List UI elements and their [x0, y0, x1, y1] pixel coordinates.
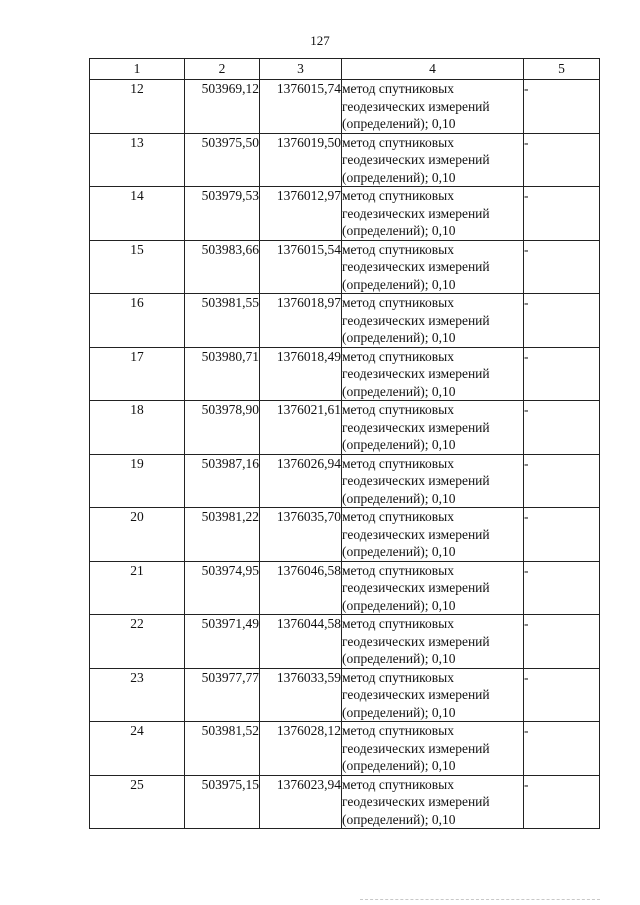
- method-cell: метод спутниковых геодезических измерений (определений); 0,10: [342, 240, 524, 294]
- x-coordinate-cell: 503975,50: [185, 133, 260, 187]
- method-cell: метод спутниковых геодезических измерений (определений); 0,10: [342, 133, 524, 187]
- scan-footer-artifact: [360, 899, 600, 903]
- x-coordinate-cell: 503981,52: [185, 722, 260, 776]
- method-cell: метод спутниковых геодезических измерений (определений); 0,10: [342, 668, 524, 722]
- table-body: [90, 80, 600, 829]
- note-cell: -: [524, 347, 600, 401]
- point-number-cell: 22: [90, 615, 185, 669]
- y-coordinate-cell: 1376012,97: [260, 187, 342, 241]
- header-col-3: 3: [260, 59, 342, 80]
- y-coordinate-cell: 1376018,49: [260, 347, 342, 401]
- y-coordinate-cell: 1376028,12: [260, 722, 342, 776]
- point-number-cell: 21: [90, 561, 185, 615]
- method-cell: метод спутниковых геодезических измерений (определений); 0,10: [342, 615, 524, 669]
- method-cell: метод спутниковых геодезических измерений (определений); 0,10: [342, 722, 524, 776]
- note-cell: -: [524, 454, 600, 508]
- note-cell: -: [524, 80, 600, 134]
- y-coordinate-cell: 1376023,94: [260, 775, 342, 829]
- table-header-row: [90, 59, 600, 80]
- y-coordinate-cell: 1376044,58: [260, 615, 342, 669]
- header-col-1: 1: [90, 59, 185, 80]
- header-col-5: 5: [524, 59, 600, 80]
- method-cell: метод спутниковых геодезических измерений (определений); 0,10: [342, 347, 524, 401]
- table-row: [90, 187, 600, 241]
- method-cell: метод спутниковых геодезических измерений (определений); 0,10: [342, 401, 524, 455]
- x-coordinate-cell: 503978,90: [185, 401, 260, 455]
- x-coordinate-cell: 503977,77: [185, 668, 260, 722]
- note-cell: -: [524, 294, 600, 348]
- table-row: [90, 668, 600, 722]
- y-coordinate-cell: 1376033,59: [260, 668, 342, 722]
- note-cell: -: [524, 561, 600, 615]
- point-number-cell: 19: [90, 454, 185, 508]
- point-number-cell: 20: [90, 508, 185, 562]
- header-col-4: 4: [342, 59, 524, 80]
- method-cell: метод спутниковых геодезических измерений (определений); 0,10: [342, 187, 524, 241]
- y-coordinate-cell: 1376026,94: [260, 454, 342, 508]
- note-cell: -: [524, 775, 600, 829]
- header-col-2: 2: [185, 59, 260, 80]
- note-cell: -: [524, 508, 600, 562]
- point-number-cell: 24: [90, 722, 185, 776]
- y-coordinate-cell: 1376018,97: [260, 294, 342, 348]
- x-coordinate-cell: 503987,16: [185, 454, 260, 508]
- y-coordinate-cell: 1376035,70: [260, 508, 342, 562]
- x-coordinate-cell: 503979,53: [185, 187, 260, 241]
- table-row: [90, 775, 600, 829]
- note-cell: -: [524, 668, 600, 722]
- table-row: [90, 80, 600, 134]
- y-coordinate-cell: 1376021,61: [260, 401, 342, 455]
- y-coordinate-cell: 1376015,74: [260, 80, 342, 134]
- point-number-cell: 18: [90, 401, 185, 455]
- table-row: [90, 615, 600, 669]
- x-coordinate-cell: 503971,49: [185, 615, 260, 669]
- note-cell: -: [524, 240, 600, 294]
- table-row: [90, 347, 600, 401]
- point-number-cell: 15: [90, 240, 185, 294]
- point-number-cell: 25: [90, 775, 185, 829]
- y-coordinate-cell: 1376015,54: [260, 240, 342, 294]
- table-row: [90, 401, 600, 455]
- x-coordinate-cell: 503981,55: [185, 294, 260, 348]
- method-cell: метод спутниковых геодезических измерений (определений); 0,10: [342, 80, 524, 134]
- x-coordinate-cell: 503969,12: [185, 80, 260, 134]
- point-number-cell: 14: [90, 187, 185, 241]
- point-number-cell: 17: [90, 347, 185, 401]
- coordinates-table: [89, 58, 600, 829]
- y-coordinate-cell: 1376019,50: [260, 133, 342, 187]
- point-number-cell: 13: [90, 133, 185, 187]
- method-cell: метод спутниковых геодезических измерений (определений); 0,10: [342, 561, 524, 615]
- table-row: [90, 294, 600, 348]
- x-coordinate-cell: 503975,15: [185, 775, 260, 829]
- page-number: 127: [310, 33, 330, 48]
- note-cell: -: [524, 722, 600, 776]
- point-number-cell: 12: [90, 80, 185, 134]
- method-cell: метод спутниковых геодезических измерений (определений); 0,10: [342, 508, 524, 562]
- note-cell: -: [524, 401, 600, 455]
- note-cell: -: [524, 615, 600, 669]
- table-row: [90, 133, 600, 187]
- y-coordinate-cell: 1376046,58: [260, 561, 342, 615]
- table-row: [90, 561, 600, 615]
- table-row: [90, 240, 600, 294]
- x-coordinate-cell: 503981,22: [185, 508, 260, 562]
- method-cell: метод спутниковых геодезических измерений (определений); 0,10: [342, 454, 524, 508]
- method-cell: метод спутниковых геодезических измерений (определений); 0,10: [342, 775, 524, 829]
- method-cell: метод спутниковых геодезических измерений (определений); 0,10: [342, 294, 524, 348]
- table-row: [90, 722, 600, 776]
- note-cell: -: [524, 187, 600, 241]
- x-coordinate-cell: 503983,66: [185, 240, 260, 294]
- point-number-cell: 23: [90, 668, 185, 722]
- note-cell: -: [524, 133, 600, 187]
- point-number-cell: 16: [90, 294, 185, 348]
- x-coordinate-cell: 503974,95: [185, 561, 260, 615]
- table-row: [90, 508, 600, 562]
- table-row: [90, 454, 600, 508]
- x-coordinate-cell: 503980,71: [185, 347, 260, 401]
